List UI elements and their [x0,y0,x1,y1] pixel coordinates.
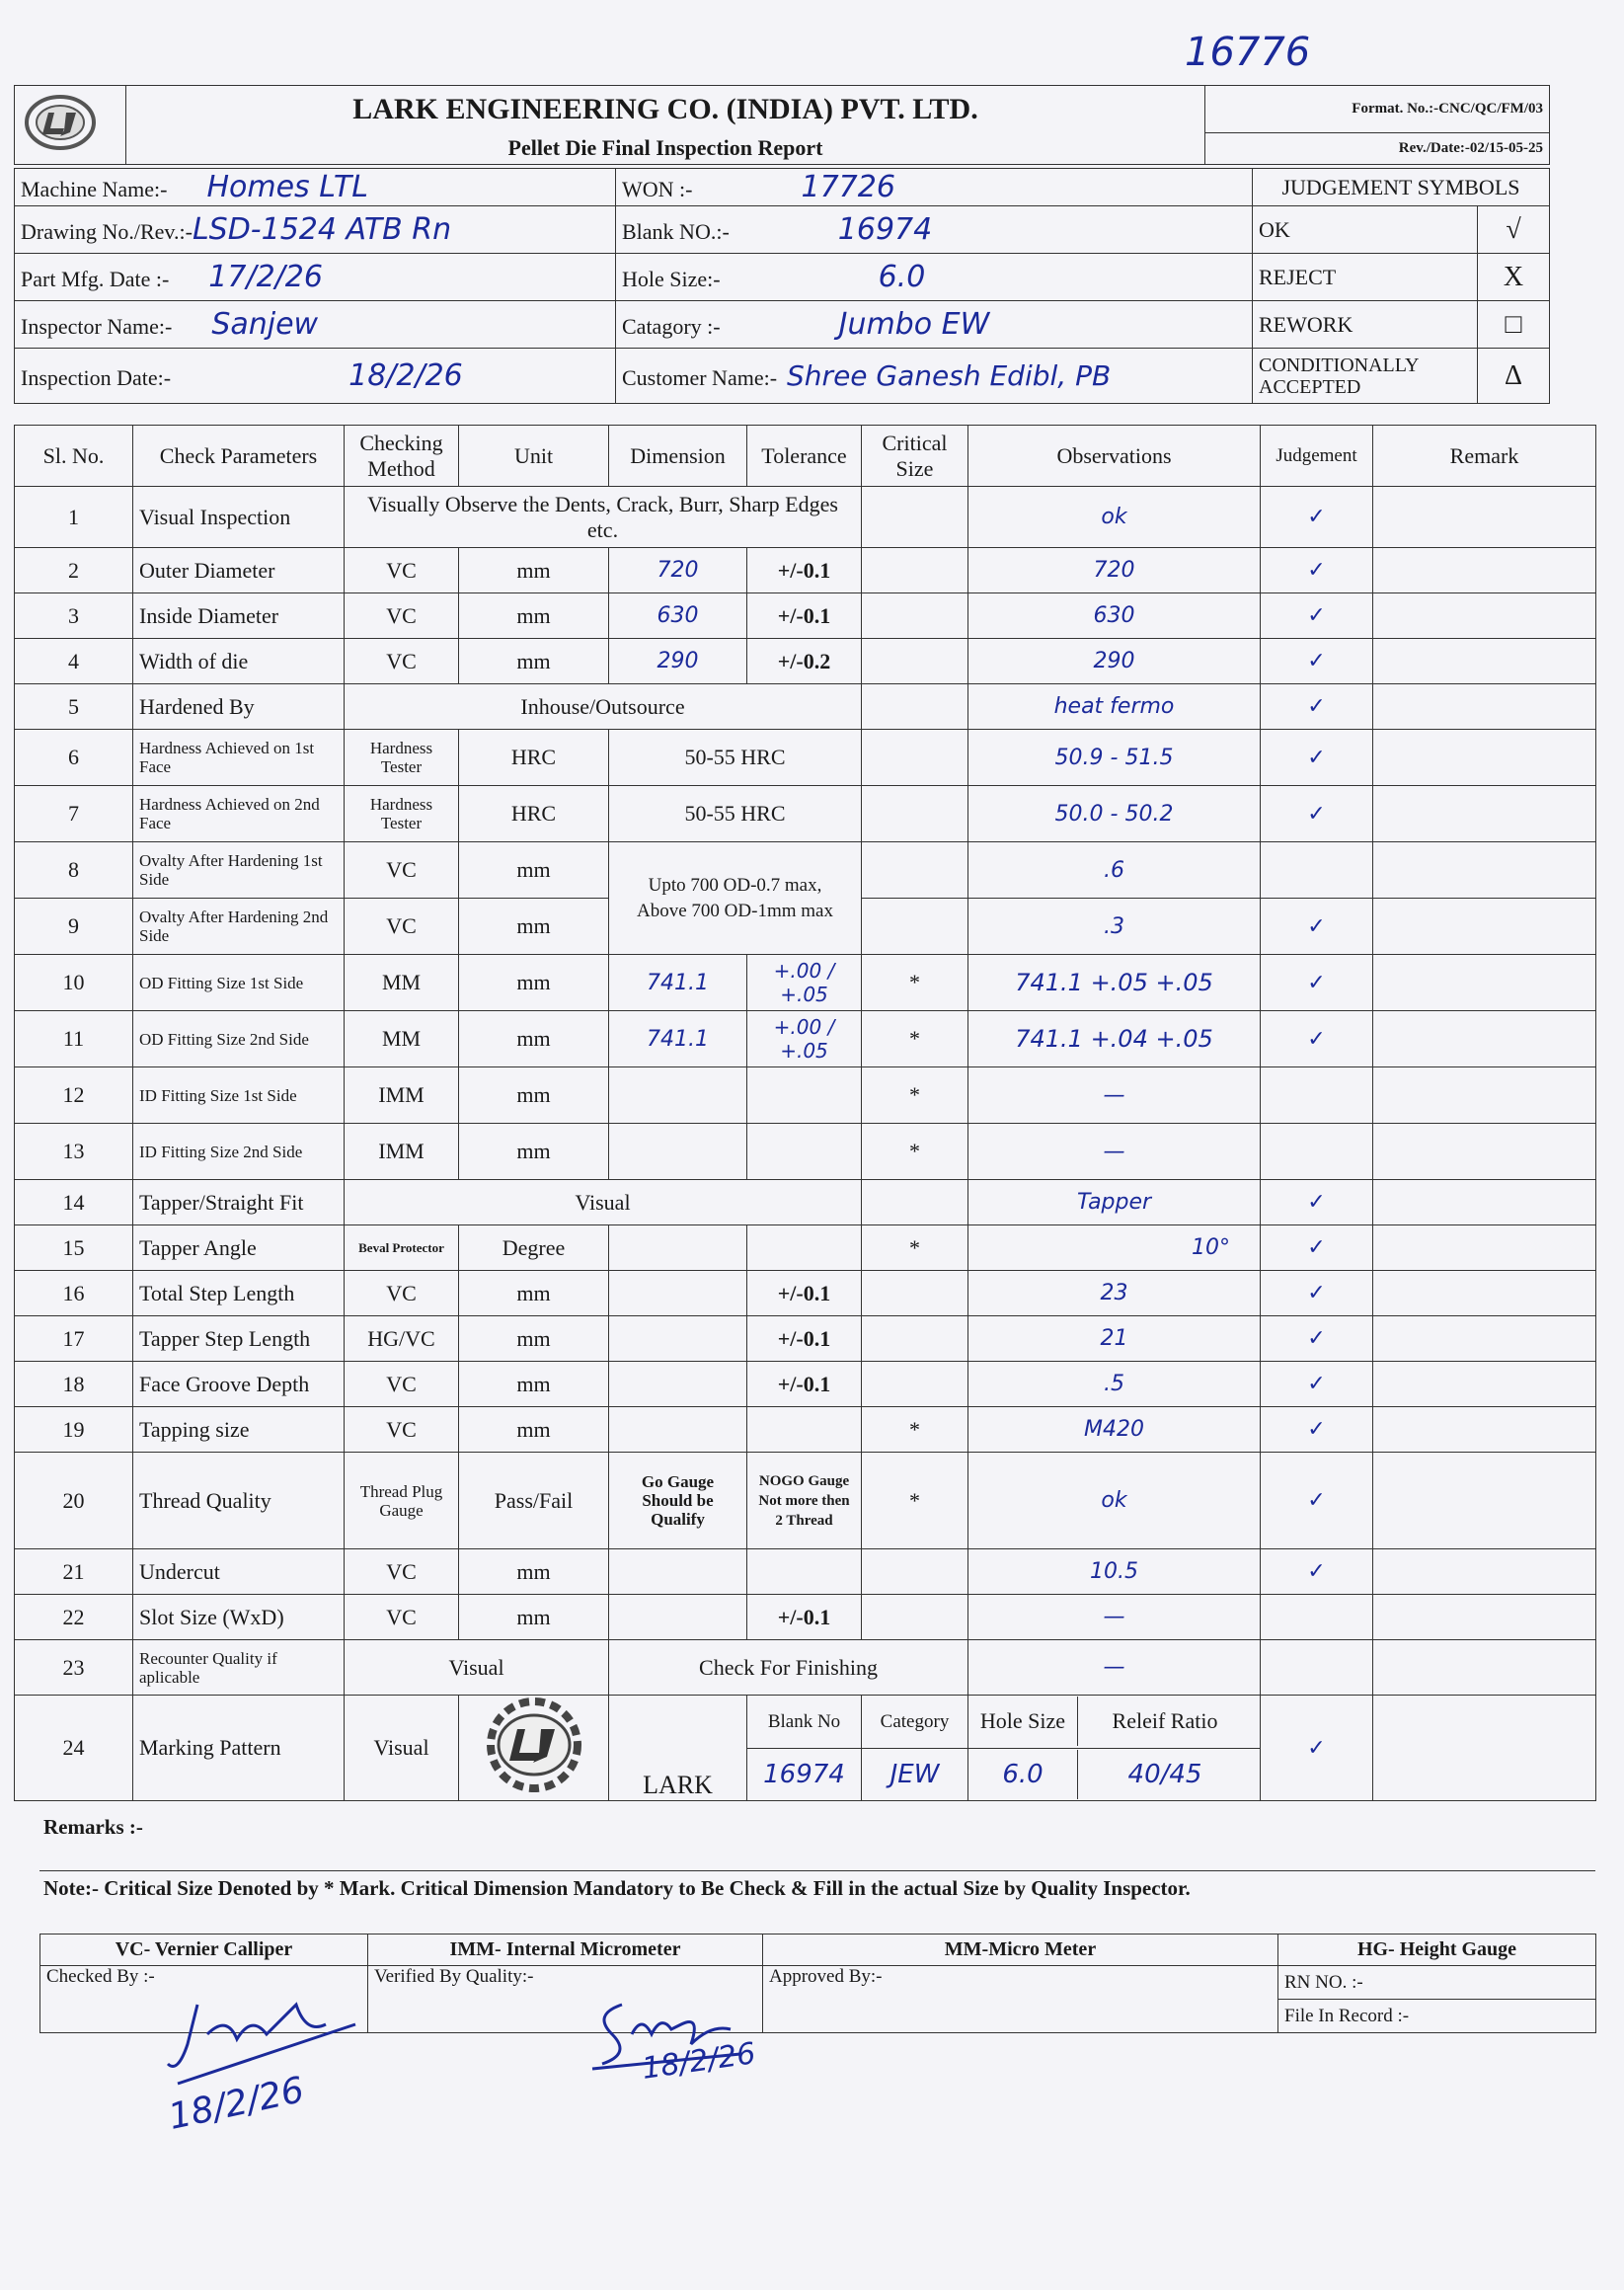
observation: 23 [968,1271,1261,1316]
table-row [15,1453,1596,1549]
legend-vc: VC- Vernier Calliper [40,1935,368,1966]
critical-size: * [862,955,968,1011]
marking-sub-header-pair: Hole Size Releif Ratio [968,1696,1261,1749]
table-row [15,1362,1596,1407]
table-row [15,593,1596,639]
judgement: ✓ [1261,548,1373,593]
judgement: ✓ [1261,1362,1373,1407]
sl-no: 14 [15,1180,133,1225]
col-header: Critical Size [862,426,968,487]
check-parameter: Total Step Length [133,1271,345,1316]
judgement: ✓ [1261,1696,1373,1801]
unit: mm [459,1067,609,1124]
tolerance: +/-0.1 [747,1316,862,1362]
judgement-symbols-title: JUDGEMENT SYMBOLS [1253,169,1550,206]
observation: 50.9 - 51.5 [968,730,1261,786]
check-parameter: Hardness Achieved on 2nd Face [133,786,345,842]
critical-size: * [862,1453,968,1549]
sl-no: 12 [15,1067,133,1124]
judgement [1261,842,1373,899]
observation: M420 [968,1407,1261,1453]
checking-method: Thread Plug Gauge [345,1453,459,1549]
unit: mm [459,593,609,639]
col-header: Sl. No. [15,426,133,487]
checking-method: VC [345,1407,459,1453]
tolerance: NOGO Gauge Not more then 2 Thread [747,1453,862,1549]
observation: 720 [968,548,1261,593]
table-row [15,786,1596,842]
sl-no: 1 [15,487,133,548]
unit: mm [459,1595,609,1640]
judgement: ✓ [1261,786,1373,842]
tolerance: +/-0.2 [747,639,862,684]
symbol-label-conditional: CONDITIONALLY ACCEPTED [1253,349,1478,404]
critical-size: * [862,1225,968,1271]
unit: mm [459,899,609,955]
sl-no: 10 [15,955,133,1011]
tolerance: +.00 / +.05 [747,1011,862,1067]
check-parameter: Tapper Angle [133,1225,345,1271]
check-parameter: Outer Diameter [133,548,345,593]
checked-by: Checked By :- [40,1966,368,2033]
tolerance: +/-0.1 [747,593,862,639]
unit: mm [459,1407,609,1453]
inspector-name-field: Inspector Name:- Sanjew [15,301,616,349]
check-parameter: ID Fitting Size 1st Side [133,1067,345,1124]
drawing-no-field: Drawing No./Rev.:-LSD-1524 ATB Rn [15,206,616,254]
observation: 50.0 - 50.2 [968,786,1261,842]
check-parameter: Tapper/Straight Fit [133,1180,345,1225]
judgement [1261,1640,1373,1696]
symbol-label-ok: OK [1253,206,1478,254]
observation: 21 [968,1316,1261,1362]
check-parameter: Visual Inspection [133,487,345,548]
sl-no: 5 [15,684,133,730]
critical-note: Note:- Critical Size Denoted by * Mark. Critical Dimension Mandatory to Be Check & Fill in the actual Size by Quality Inspector. [43,1876,1191,1900]
observation: 290 [968,639,1261,684]
judgement: ✓ [1261,1549,1373,1595]
rework-symbol-icon: □ [1478,301,1550,349]
spec-text: 50-55 HRC [609,786,862,842]
checking-method: VC [345,1271,459,1316]
machine-name-field: Machine Name:- Homes LTL [15,169,616,206]
legend-imm: IMM- Internal Micrometer [368,1935,763,1966]
table-row [15,1549,1596,1595]
observation: ok [968,487,1261,548]
won-field: WON :- 17726 [616,169,1253,206]
check-parameter: Thread Quality [133,1453,345,1549]
legend-hg: HG- Height Gauge [1278,1935,1596,1966]
sl-no: 3 [15,593,133,639]
unit: HRC [459,786,609,842]
unit: mm [459,548,609,593]
tolerance: +/-0.1 [747,548,862,593]
dimension: 741.1 [609,955,747,1011]
company-logo-icon [21,91,100,154]
span-text: Visual [345,1180,862,1225]
rev-date: Rev./Date:-02/15-05-25 [1205,133,1550,165]
marking-logo-icon [470,1696,598,1794]
judgement: ✓ [1261,593,1373,639]
judgement: ✓ [1261,899,1373,955]
col-header: Check Parameters [133,426,345,487]
checking-method: MM [345,1011,459,1067]
check-parameter: Hardness Achieved on 1st Face [133,730,345,786]
table-row [15,639,1596,684]
judgement: ✓ [1261,955,1373,1011]
verified-by: Verified By Quality:- [368,1966,763,2033]
marking-text: LARK [609,1696,747,1801]
sl-no: 9 [15,899,133,955]
company-name: LARK ENGINEERING CO. (INDIA) PVT. LTD. [126,86,1205,133]
unit: mm [459,955,609,1011]
col-header: Observations [968,426,1261,487]
judgement: ✓ [1261,639,1373,684]
symbol-label-rework: REWORK [1253,301,1478,349]
col-header: Tolerance [747,426,862,487]
observation: 741.1 +.04 +.05 [968,1011,1261,1067]
judgement: ✓ [1261,684,1373,730]
check-parameter: OD Fitting Size 2nd Side [133,1011,345,1067]
unit: mm [459,1011,609,1067]
marking-value-pair: 6.0 40/45 [968,1748,1261,1801]
check-parameter: Tapping size [133,1407,345,1453]
sl-no: 21 [15,1549,133,1595]
observation: 10° [968,1225,1261,1271]
sl-no: 8 [15,842,133,899]
sl-no: 4 [15,639,133,684]
marking-sub-header: Category [862,1696,968,1749]
sl-no: 13 [15,1124,133,1180]
check-parameter: Tapper Step Length [133,1316,345,1362]
checking-method: VC [345,1362,459,1407]
table-row-marking [15,1696,1596,1749]
report-title: Pellet Die Final Inspection Report [126,133,1205,165]
tolerance: +/-0.1 [747,1595,862,1640]
unit: Pass/Fail [459,1453,609,1549]
symbol-label-reject: REJECT [1253,254,1478,301]
checked-by-date: 18/2/26 [165,2070,308,2138]
part-mfg-date-field: Part Mfg. Date :- 17/2/26 [15,254,616,301]
span-text: Inhouse/Outsource [345,684,862,730]
judgement: ✓ [1261,1271,1373,1316]
verified-by-date: 18/2/26 [640,2036,758,2087]
check-parameter: Width of die [133,639,345,684]
judgement [1261,1067,1373,1124]
check-parameter: Ovalty After Hardening 2nd Side [133,899,345,955]
format-no: Format. No.:-CNC/QC/FM/03 [1205,86,1550,133]
dimension: 290 [609,639,747,684]
table-row [15,955,1596,1011]
checking-method: VC [345,548,459,593]
blank-no-field: Blank NO.:- 16974 [616,206,1253,254]
table-row [15,1067,1596,1124]
observation: .3 [968,899,1261,955]
judgement: ✓ [1261,1407,1373,1453]
marking-value: 16974 [747,1748,862,1801]
customer-name-field: Customer Name:- Shree Ganesh Edibl, PB [616,349,1253,404]
unit: mm [459,639,609,684]
marking-logo-cell [459,1696,609,1801]
critical-size: * [862,1407,968,1453]
sl-no: 6 [15,730,133,786]
unit: HRC [459,730,609,786]
judgement: ✓ [1261,1453,1373,1549]
observation: Tapper [968,1180,1261,1225]
table-row [15,548,1596,593]
observation: 10.5 [968,1549,1261,1595]
table-row [15,1180,1596,1225]
sl-no: 7 [15,786,133,842]
sl-no: 16 [15,1271,133,1316]
dimension: 741.1 [609,1011,747,1067]
marking-value: JEW [862,1748,968,1801]
spec-text: 50-55 HRC [609,730,862,786]
header-table [14,85,1550,165]
checking-method: HG/VC [345,1316,459,1362]
file-in-record: File In Record :- [1278,2000,1596,2033]
approved-by: Approved By:- [763,1966,1278,2033]
critical-size: * [862,1067,968,1124]
table-row [15,487,1596,548]
unit: mm [459,842,609,899]
judgement: ✓ [1261,1180,1373,1225]
table-row [15,1124,1596,1180]
check-parameter: Undercut [133,1549,345,1595]
table-row [15,1011,1596,1067]
sl-no: 11 [15,1011,133,1067]
unit: mm [459,1271,609,1316]
table-row [15,1225,1596,1271]
ovalty-spec: Upto 700 OD-0.7 max, Above 700 OD-1mm max [609,842,862,955]
conditional-symbol-icon: Δ [1478,349,1550,404]
checking-method: Hardness Tester [345,730,459,786]
col-header: Dimension [609,426,747,487]
checking-method: VC [345,842,459,899]
judgement: ✓ [1261,1316,1373,1362]
span-text: Check For Finishing [609,1640,968,1696]
check-parameter: Marking Pattern [133,1696,345,1801]
dimension: 630 [609,593,747,639]
tolerance: +.00 / +.05 [747,955,862,1011]
check-parameter: Inside Diameter [133,593,345,639]
judgement: ✓ [1261,1011,1373,1067]
table-row [15,1595,1596,1640]
checking-method: VC [345,593,459,639]
sl-no: 2 [15,548,133,593]
checking-method: VC [345,639,459,684]
dimension: 720 [609,548,747,593]
observation: .5 [968,1362,1261,1407]
checking-method: MM [345,955,459,1011]
logo-cell [15,86,126,165]
ok-symbol-icon: √ [1478,206,1550,254]
tolerance: +/-0.1 [747,1271,862,1316]
observation: — [968,1067,1261,1124]
observation: .6 [968,842,1261,899]
check-parameter: Face Groove Depth [133,1362,345,1407]
col-header: Unit [459,426,609,487]
sl-no: 19 [15,1407,133,1453]
table-row [15,684,1596,730]
checking-method: IMM [345,1124,459,1180]
hole-size-field: Hole Size:- 6.0 [616,254,1253,301]
table-row [15,1640,1596,1696]
tolerance: +/-0.1 [747,1362,862,1407]
sl-no: 18 [15,1362,133,1407]
checking-method: Beval Protector [345,1225,459,1271]
span-text: Visually Observe the Dents, Crack, Burr, Sharp Edges etc. [345,487,862,548]
judgement: ✓ [1261,487,1373,548]
observation: 741.1 +.05 +.05 [968,955,1261,1011]
unit: mm [459,1124,609,1180]
col-header: Checking Method [345,426,459,487]
observation: — [968,1595,1261,1640]
observation: — [968,1124,1261,1180]
observation: 630 [968,593,1261,639]
sl-no: 17 [15,1316,133,1362]
inspection-table [14,425,1596,1801]
legend-mm: MM-Micro Meter [763,1935,1278,1966]
table-row [15,842,1596,899]
category-field: Catagory :- Jumbo EW [616,301,1253,349]
fields-table [14,168,1550,404]
table-row [15,1407,1596,1453]
table-row [15,1316,1596,1362]
check-parameter: Recounter Quality if aplicable [133,1640,345,1696]
sl-no: 22 [15,1595,133,1640]
unit: mm [459,1316,609,1362]
table-row [15,730,1596,786]
reject-symbol-icon: X [1478,254,1550,301]
unit: Degree [459,1225,609,1271]
doc-number: 16776 [1185,30,1311,75]
sl-no: 23 [15,1640,133,1696]
checking-method: IMM [345,1067,459,1124]
sl-no: 20 [15,1453,133,1549]
checking-method: Hardness Tester [345,786,459,842]
unit: mm [459,1549,609,1595]
judgement [1261,1595,1373,1640]
checking-method: Visual [345,1640,609,1696]
sl-no: 15 [15,1225,133,1271]
observation: ok [968,1453,1261,1549]
sl-no: 24 [15,1696,133,1801]
divider [39,1870,1595,1871]
checking-method: VC [345,1595,459,1640]
judgement: ✓ [1261,1225,1373,1271]
rn-no: RN NO. :- [1278,1966,1596,2000]
dimension: Go Gauge Should be Qualify [609,1453,747,1549]
table-header-row [15,426,1596,487]
col-header: Judgement [1261,426,1373,487]
check-parameter: Hardened By [133,684,345,730]
observation: heat fermo [968,684,1261,730]
col-header: Remark [1373,426,1596,487]
check-parameter: Slot Size (WxD) [133,1595,345,1640]
check-parameter: ID Fitting Size 2nd Side [133,1124,345,1180]
check-parameter: OD Fitting Size 1st Side [133,955,345,1011]
checking-method: VC [345,899,459,955]
table-row [15,1271,1596,1316]
checking-method: VC [345,1549,459,1595]
judgement [1261,1124,1373,1180]
critical-size: * [862,1011,968,1067]
remarks-label: Remarks :- [43,1815,143,1839]
marking-sub-header: Blank No [747,1696,862,1749]
judgement: ✓ [1261,730,1373,786]
check-parameter: Ovalty After Hardening 1st Side [133,842,345,899]
critical-size: * [862,1124,968,1180]
inspection-date-field: Inspection Date:- 18/2/26 [15,349,616,404]
checking-method: Visual [345,1696,459,1801]
observation: — [968,1640,1261,1696]
unit: mm [459,1362,609,1407]
